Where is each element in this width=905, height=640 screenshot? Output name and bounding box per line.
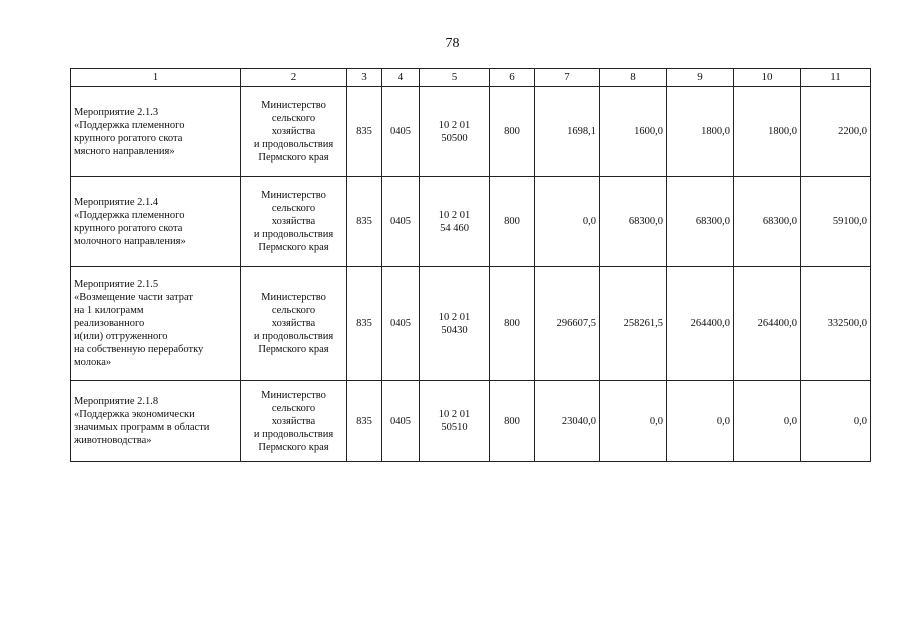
table-row: [71, 267, 871, 381]
value-cell: 0,0: [734, 381, 801, 462]
value-cell: 59100,0: [801, 177, 871, 267]
code-cell: 835: [347, 87, 382, 177]
value-cell: 68300,0: [667, 177, 734, 267]
event-cell: Мероприятие 2.1.3 «Поддержка племенного крупного рогатого скота мясного направления»: [71, 87, 241, 177]
ministry-cell: Министерство сельского хозяйства и продовольствия Пермского края: [241, 177, 347, 267]
event-cell: Мероприятие 2.1.4 «Поддержка племенного крупного рогатого скота молочного направления»: [71, 177, 241, 267]
value-cell: 264400,0: [667, 267, 734, 381]
section-cell: 0405: [382, 177, 420, 267]
expense-type-cell: 800: [490, 381, 535, 462]
column-header: 2: [241, 69, 347, 87]
value-cell: 1800,0: [667, 87, 734, 177]
column-header: 8: [600, 69, 667, 87]
column-header: 3: [347, 69, 382, 87]
value-cell: 2200,0: [801, 87, 871, 177]
column-header: 11: [801, 69, 871, 87]
expense-type-cell: 800: [490, 267, 535, 381]
value-cell: 296607,5: [535, 267, 600, 381]
column-header: 1: [71, 69, 241, 87]
target-article-cell: 10 2 01 50510: [420, 381, 490, 462]
value-cell: 258261,5: [600, 267, 667, 381]
value-cell: 0,0: [535, 177, 600, 267]
value-cell: 0,0: [801, 381, 871, 462]
value-cell: 264400,0: [734, 267, 801, 381]
target-article-cell: 10 2 01 50500: [420, 87, 490, 177]
column-header: 5: [420, 69, 490, 87]
value-cell: 1600,0: [600, 87, 667, 177]
value-cell: 332500,0: [801, 267, 871, 381]
column-header: 4: [382, 69, 420, 87]
value-cell: 0,0: [600, 381, 667, 462]
target-article-cell: 10 2 01 50430: [420, 267, 490, 381]
section-cell: 0405: [382, 87, 420, 177]
ministry-cell: Министерство сельского хозяйства и продовольствия Пермского края: [241, 267, 347, 381]
value-cell: 1698,1: [535, 87, 600, 177]
code-cell: 835: [347, 177, 382, 267]
event-cell: Мероприятие 2.1.8 «Поддержка экономически значимых программ в области животноводства»: [71, 381, 241, 462]
value-cell: 68300,0: [600, 177, 667, 267]
table-row: [71, 87, 871, 177]
ministry-cell: Министерство сельского хозяйства и продовольствия Пермского края: [241, 381, 347, 462]
value-cell: 68300,0: [734, 177, 801, 267]
value-cell: 1800,0: [734, 87, 801, 177]
code-cell: 835: [347, 381, 382, 462]
ministry-cell: Министерство сельского хозяйства и продовольствия Пермского края: [241, 87, 347, 177]
column-header: 7: [535, 69, 600, 87]
column-header: 9: [667, 69, 734, 87]
event-cell: Мероприятие 2.1.5 «Возмещение части затрат на 1 килограмм реализованного и(или) отгруженного на собственную переработку молока»: [71, 267, 241, 381]
header-row: [71, 69, 871, 87]
value-cell: 23040,0: [535, 381, 600, 462]
target-article-cell: 10 2 01 54 460: [420, 177, 490, 267]
page-number: 78: [445, 36, 460, 51]
code-cell: 835: [347, 267, 382, 381]
table-row: [71, 381, 871, 462]
column-header: 10: [734, 69, 801, 87]
section-cell: 0405: [382, 267, 420, 381]
value-cell: 0,0: [667, 381, 734, 462]
expense-type-cell: 800: [490, 177, 535, 267]
table-row: [71, 177, 871, 267]
section-cell: 0405: [382, 381, 420, 462]
budget-table: [70, 68, 871, 462]
column-header: 6: [490, 69, 535, 87]
expense-type-cell: 800: [490, 87, 535, 177]
